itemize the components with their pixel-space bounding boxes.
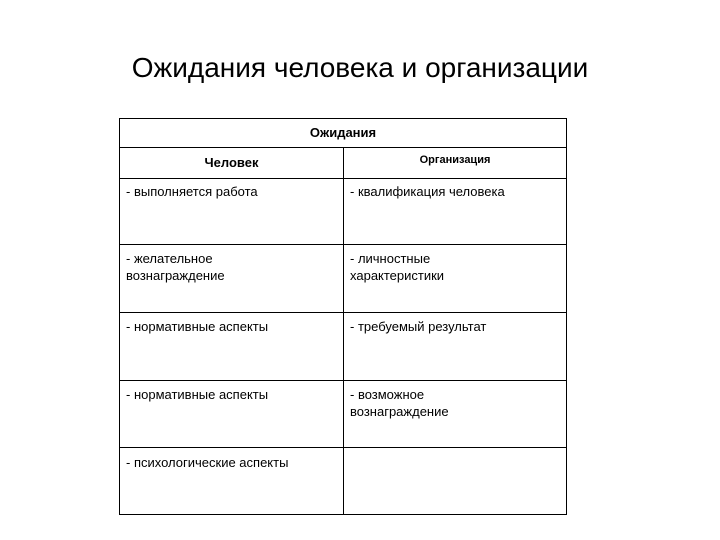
table-cell: - возможное вознаграждение — [350, 387, 449, 419]
column-header-person: Человек — [204, 155, 259, 170]
table-cell: - личностные характеристики — [350, 251, 445, 283]
table-cell: - выполняется работа — [126, 184, 258, 199]
table-cell: - квалификация человека — [350, 184, 505, 199]
table-cell: - нормативные аспекты — [126, 387, 269, 402]
expectations-table — [119, 118, 567, 515]
column-divider — [343, 147, 344, 514]
table-caption: Ожидания — [309, 125, 377, 140]
column-header-organization: Организация — [419, 154, 491, 166]
table-cell: - желательное вознаграждение — [126, 251, 225, 283]
table-cell: - требуемый результат — [350, 319, 487, 334]
table-cell: - психологические аспекты — [126, 455, 289, 470]
slide-title: Ожидания человека и организации — [131, 52, 589, 83]
table-cell: - нормативные аспекты — [126, 319, 269, 334]
